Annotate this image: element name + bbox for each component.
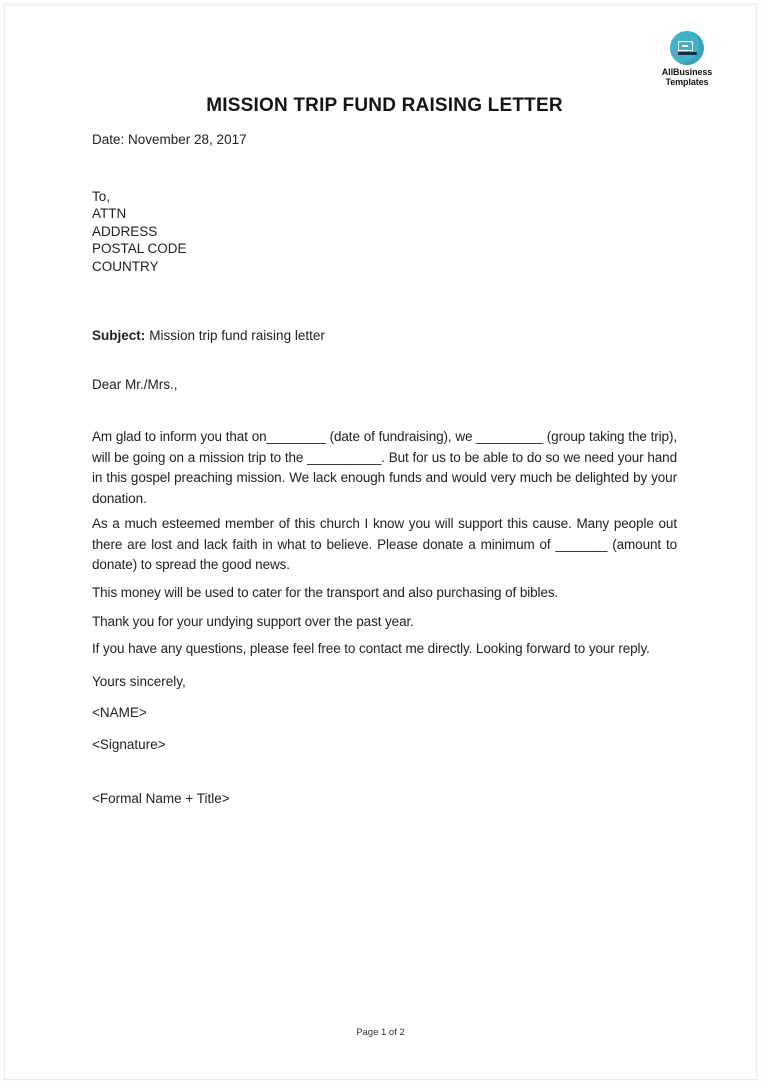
laptop-screen [678,41,693,51]
document-page [4,4,757,1080]
logo-text-line2: Templates [665,76,709,87]
recipient-block [92,188,677,275]
subject-line [92,327,677,345]
signature-formal-name-placeholder: <Formal Name + Title> [92,791,230,807]
date-line: Date: November 28, 2017 [92,132,247,147]
recipient-line-postal-code: POSTAL CODE [92,241,187,257]
subject-text: Mission trip fund raising letter [149,328,325,344]
recipient-line-attn: ATTN [92,206,127,222]
paragraph-intro: Am glad to inform you that on________ (date of fundraising), we _________ (group taking the trip), will be going on a mission trip to the __________. But for us to be able to do so we need your hand in this gospel preaching mission. We lack enough funds and would very much be delighted by your donation. [92,429,677,506]
logo-circle [670,31,704,65]
salutation: Dear Mr./Mrs., [92,377,178,393]
paragraph-thanks: Thank you for your undying support over the past year. [92,614,414,630]
recipient-line-country: COUNTRY [92,258,159,274]
paragraph-money-use: This money will be used to cater for the transport and also purchasing of bibles. [92,584,559,600]
paragraph-questions: If you have any questions, please feel free to contact me directly. Looking forward to your reply. [92,640,650,656]
paragraph-donation-request: As a much esteemed member of this church I know you will support this cause. Many people out there are lost and lack faith in what to believe. Please donate a minimum of _______ (amount to donate) to spread the good news. [92,516,677,573]
page-indicator: Page 1 of 2 [356,1027,405,1038]
closing: Yours sincerely, [92,674,186,690]
letter-body [5,5,756,809]
laptop-icon [678,41,697,55]
recipient-line-address: ADDRESS [92,223,158,239]
signature-placeholder: <Signature> [92,737,166,753]
logo-text-line1: AllBusiness [661,67,713,77]
logo-text [657,68,717,87]
recipient-line-to: To, [92,189,111,204]
letter-title: MISSION TRIP FUND RAISING LETTER [206,95,563,116]
allbusiness-templates-logo [657,31,717,87]
laptop-base [678,52,697,55]
subject-label: Subject: [92,328,146,344]
signature-name-placeholder: <NAME> [92,705,147,721]
